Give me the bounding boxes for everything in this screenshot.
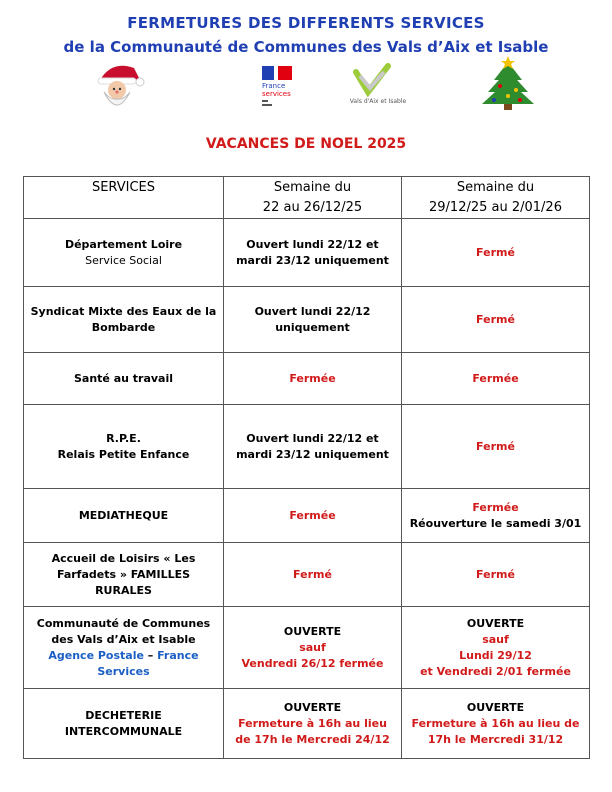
table-row bbox=[24, 287, 590, 353]
week1-cell: Fermée bbox=[224, 489, 402, 543]
week2-cell: Fermée bbox=[402, 353, 590, 405]
christmas-tree-icon bbox=[474, 56, 542, 112]
svg-text:Vals d'Aix et Isable: Vals d'Aix et Isable bbox=[349, 98, 407, 105]
week1-cell: OUVERTE sauf Vendredi 26/12 fermée bbox=[224, 607, 402, 689]
column-header-week2: Semaine du 29/12/25 au 2/01/26 bbox=[402, 177, 590, 219]
week1-cell: Ouvert lundi 22/12 et mardi 23/12 uniquement bbox=[224, 405, 402, 489]
santa-claus-icon bbox=[90, 60, 146, 112]
week1-cell: Ouvert lundi 22/12 uniquement bbox=[224, 287, 402, 353]
service-cell: MEDIATHEQUE bbox=[24, 489, 224, 543]
svg-text:services: services bbox=[262, 90, 291, 98]
table-header-row bbox=[24, 177, 590, 219]
column-header-services: SERVICES bbox=[24, 177, 224, 219]
holiday-period-title: VACANCES DE NOEL 2025 bbox=[205, 136, 407, 152]
week2-cell: OUVERTE Fermeture à 16h au lieu de 17h le Mercredi 31/12 bbox=[402, 689, 590, 759]
week1-cell: Fermé bbox=[224, 543, 402, 607]
service-cell: Communauté de Communes des Vals d’Aix et Isable Agence Postale – France Services bbox=[24, 607, 224, 689]
table-row bbox=[24, 353, 590, 405]
community-of-communes-logo bbox=[338, 62, 418, 108]
service-cell: DECHETERIE INTERCOMMUNALE bbox=[24, 689, 224, 759]
column-header-week1: Semaine du 22 au 26/12/25 bbox=[224, 177, 402, 219]
service-cell: Santé au travail bbox=[24, 353, 224, 405]
france-services-logo bbox=[258, 64, 304, 108]
service-cell: Accueil de Loisirs « Les Farfadets » FAMILLES RURALES bbox=[24, 543, 224, 607]
week1-cell: OUVERTE Fermeture à 16h au lieu de 17h le Mercredi 24/12 bbox=[224, 689, 402, 759]
closures-table bbox=[23, 176, 590, 759]
week2-cell: Fermé bbox=[402, 287, 590, 353]
svg-text:France: France bbox=[262, 82, 286, 90]
week1-cell: Ouvert lundi 22/12 et mardi 23/12 uniquement bbox=[224, 219, 402, 287]
week1-cell: Fermée bbox=[224, 353, 402, 405]
week2-cell: Fermé bbox=[402, 405, 590, 489]
table-row bbox=[24, 543, 590, 607]
service-cell: Syndicat Mixte des Eaux de la Bombarde bbox=[24, 287, 224, 353]
table-row bbox=[24, 689, 590, 759]
week2-cell: OUVERTE sauf Lundi 29/12 et Vendredi 2/01 fermée bbox=[402, 607, 590, 689]
table-row bbox=[24, 219, 590, 287]
week2-cell: Fermée Réouverture le samedi 3/01 bbox=[402, 489, 590, 543]
week2-cell: Fermé bbox=[402, 219, 590, 287]
page-title: FERMETURES DES DIFFERENTS SERVICES bbox=[127, 14, 485, 32]
table-row bbox=[24, 607, 590, 689]
page-subtitle-community: de la Communauté de Communes des Vals d’Aix et Isable bbox=[63, 38, 549, 56]
week2-cell: Fermé bbox=[402, 543, 590, 607]
table-row bbox=[24, 489, 590, 543]
table-row bbox=[24, 405, 590, 489]
service-cell: R.P.E. Relais Petite Enfance bbox=[24, 405, 224, 489]
service-cell: Département Loire Service Social bbox=[24, 219, 224, 287]
